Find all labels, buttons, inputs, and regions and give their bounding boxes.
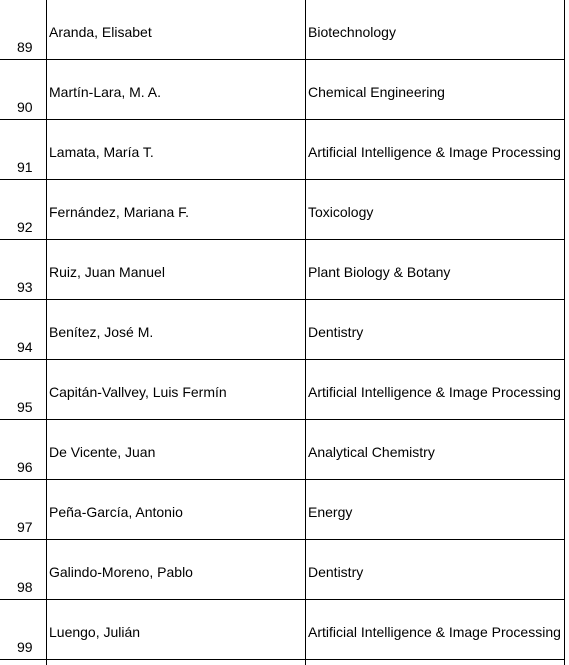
research-field: Dentistry	[308, 564, 364, 580]
table-row	[0, 600, 565, 660]
row-number: 99	[17, 639, 33, 655]
table-row	[0, 360, 565, 420]
researcher-name: Lamata, María T.	[49, 144, 154, 160]
row-number: 89	[17, 39, 33, 55]
row-number: 95	[17, 399, 33, 415]
researcher-name: Peña-García, Antonio	[49, 504, 183, 520]
researcher-name: Galindo-Moreno, Pablo	[49, 564, 193, 580]
row-number: 96	[17, 459, 33, 475]
row-number: 91	[17, 159, 33, 175]
research-field: Analytical Chemistry	[308, 444, 435, 460]
table-row	[0, 480, 565, 540]
research-field: Dentistry	[308, 324, 364, 340]
research-field: Artificial Intelligence & Image Processing	[308, 144, 561, 160]
table-row	[0, 300, 565, 360]
research-field: Artificial Intelligence & Image Processing	[308, 384, 561, 400]
table-row	[0, 240, 565, 300]
research-field: Toxicology	[308, 204, 374, 220]
row-number: 93	[17, 279, 33, 295]
researcher-name: Ruiz, Juan Manuel	[49, 264, 165, 280]
row-number: 92	[17, 219, 33, 235]
row-number: 97	[17, 519, 33, 535]
researcher-name: Capitán-Vallvey, Luis Fermín	[49, 384, 227, 400]
table-row	[0, 540, 565, 600]
row-number: 90	[17, 99, 33, 115]
researcher-name: Luengo, Julián	[49, 624, 141, 640]
researcher-name: Martín-Lara, M. A.	[49, 84, 162, 100]
researcher-name: De Vicente, Juan	[49, 444, 156, 460]
researcher-name: Aranda, Elisabet	[49, 24, 152, 40]
research-field: Biotechnology	[308, 24, 396, 40]
row-number: 94	[17, 339, 33, 355]
table-row	[0, 180, 565, 240]
table-row	[0, 120, 565, 180]
researcher-name: Fernández, Mariana F.	[49, 204, 190, 220]
research-field: Artificial Intelligence & Image Processing	[308, 624, 561, 640]
researcher-name: Benítez, José M.	[49, 324, 154, 340]
research-field: Chemical Engineering	[308, 84, 445, 100]
table-row	[0, 0, 565, 60]
research-field: Plant Biology & Botany	[308, 264, 451, 280]
table-row	[0, 60, 565, 120]
row-number: 98	[17, 579, 33, 595]
research-field: Energy	[308, 504, 353, 520]
table-row	[0, 420, 565, 480]
